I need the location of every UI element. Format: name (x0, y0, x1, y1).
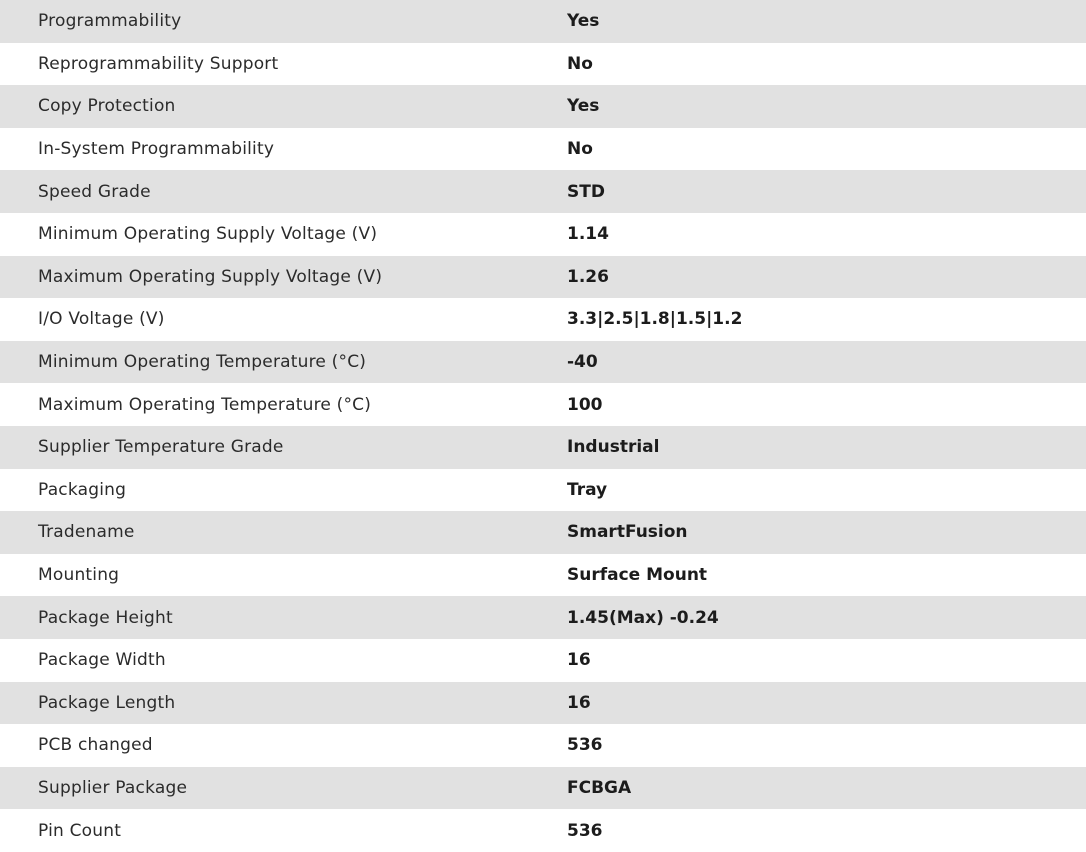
spec-value: STD (567, 181, 605, 202)
spec-value: 536 (567, 735, 603, 756)
spec-row-pin-count (0, 809, 1086, 852)
spec-label: Package Width (38, 650, 166, 671)
spec-row-max-supply-voltage (0, 256, 1086, 299)
spec-label: Package Height (38, 607, 173, 628)
spec-row-min-supply-voltage (0, 213, 1086, 256)
spec-label: Package Length (38, 692, 176, 713)
spec-label: I/O Voltage (V) (38, 309, 165, 330)
spec-label: Minimum Operating Supply Voltage (V) (38, 224, 378, 245)
spec-row-package-width (0, 639, 1086, 682)
spec-label: Programmability (38, 11, 182, 32)
spec-value: 536 (567, 820, 603, 841)
spec-label: Copy Protection (38, 96, 176, 117)
spec-value: 3.3|2.5|1.8|1.5|1.2 (567, 309, 743, 330)
spec-label: Minimum Operating Temperature (°C) (38, 352, 367, 373)
spec-label: Tradename (38, 522, 135, 543)
spec-row-supplier-package (0, 767, 1086, 810)
spec-value: 16 (567, 692, 591, 713)
spec-row-temperature-grade (0, 426, 1086, 469)
spec-label: Maximum Operating Supply Voltage (V) (38, 266, 383, 287)
spec-value: Yes (567, 96, 600, 117)
spec-value: FCBGA (567, 777, 632, 798)
spec-label: Mounting (38, 565, 120, 586)
spec-value: -40 (567, 352, 598, 373)
spec-value: Tray (567, 479, 608, 500)
spec-value: No (567, 139, 593, 160)
spec-row-reprogrammability-support (0, 43, 1086, 86)
spec-label: Maximum Operating Temperature (°C) (38, 394, 372, 415)
spec-label: Reprogrammability Support (38, 53, 279, 74)
spec-row-package-height (0, 596, 1086, 639)
spec-row-io-voltage (0, 298, 1086, 341)
spec-value: 16 (567, 650, 591, 671)
spec-row-in-system-programmability (0, 128, 1086, 171)
spec-label: Supplier Package (38, 777, 188, 798)
spec-row-min-temperature (0, 341, 1086, 384)
spec-row-mounting (0, 554, 1086, 597)
spec-label: Supplier Temperature Grade (38, 437, 284, 458)
spec-value: Industrial (567, 437, 660, 458)
spec-row-package-length (0, 682, 1086, 725)
spec-value: SmartFusion (567, 522, 688, 543)
spec-value: Yes (567, 11, 600, 32)
spec-value: 1.45(Max) -0.24 (567, 607, 719, 628)
spec-label: Pin Count (38, 820, 122, 841)
spec-value: No (567, 53, 593, 74)
spec-row-programmability (0, 0, 1086, 43)
spec-row-max-temperature (0, 383, 1086, 426)
spec-label: PCB changed (38, 735, 153, 756)
spec-row-speed-grade (0, 170, 1086, 213)
spec-row-pcb-changed (0, 724, 1086, 767)
spec-label: Packaging (38, 479, 127, 500)
spec-value: 1.26 (567, 266, 609, 287)
spec-row-tradename (0, 511, 1086, 554)
spec-label: Speed Grade (38, 181, 151, 202)
spec-value: 100 (567, 394, 603, 415)
spec-label: In-System Programmability (38, 139, 275, 160)
spec-value: Surface Mount (567, 565, 708, 586)
spec-row-packaging (0, 469, 1086, 512)
spec-value: 1.14 (567, 224, 609, 245)
spec-row-copy-protection (0, 85, 1086, 128)
